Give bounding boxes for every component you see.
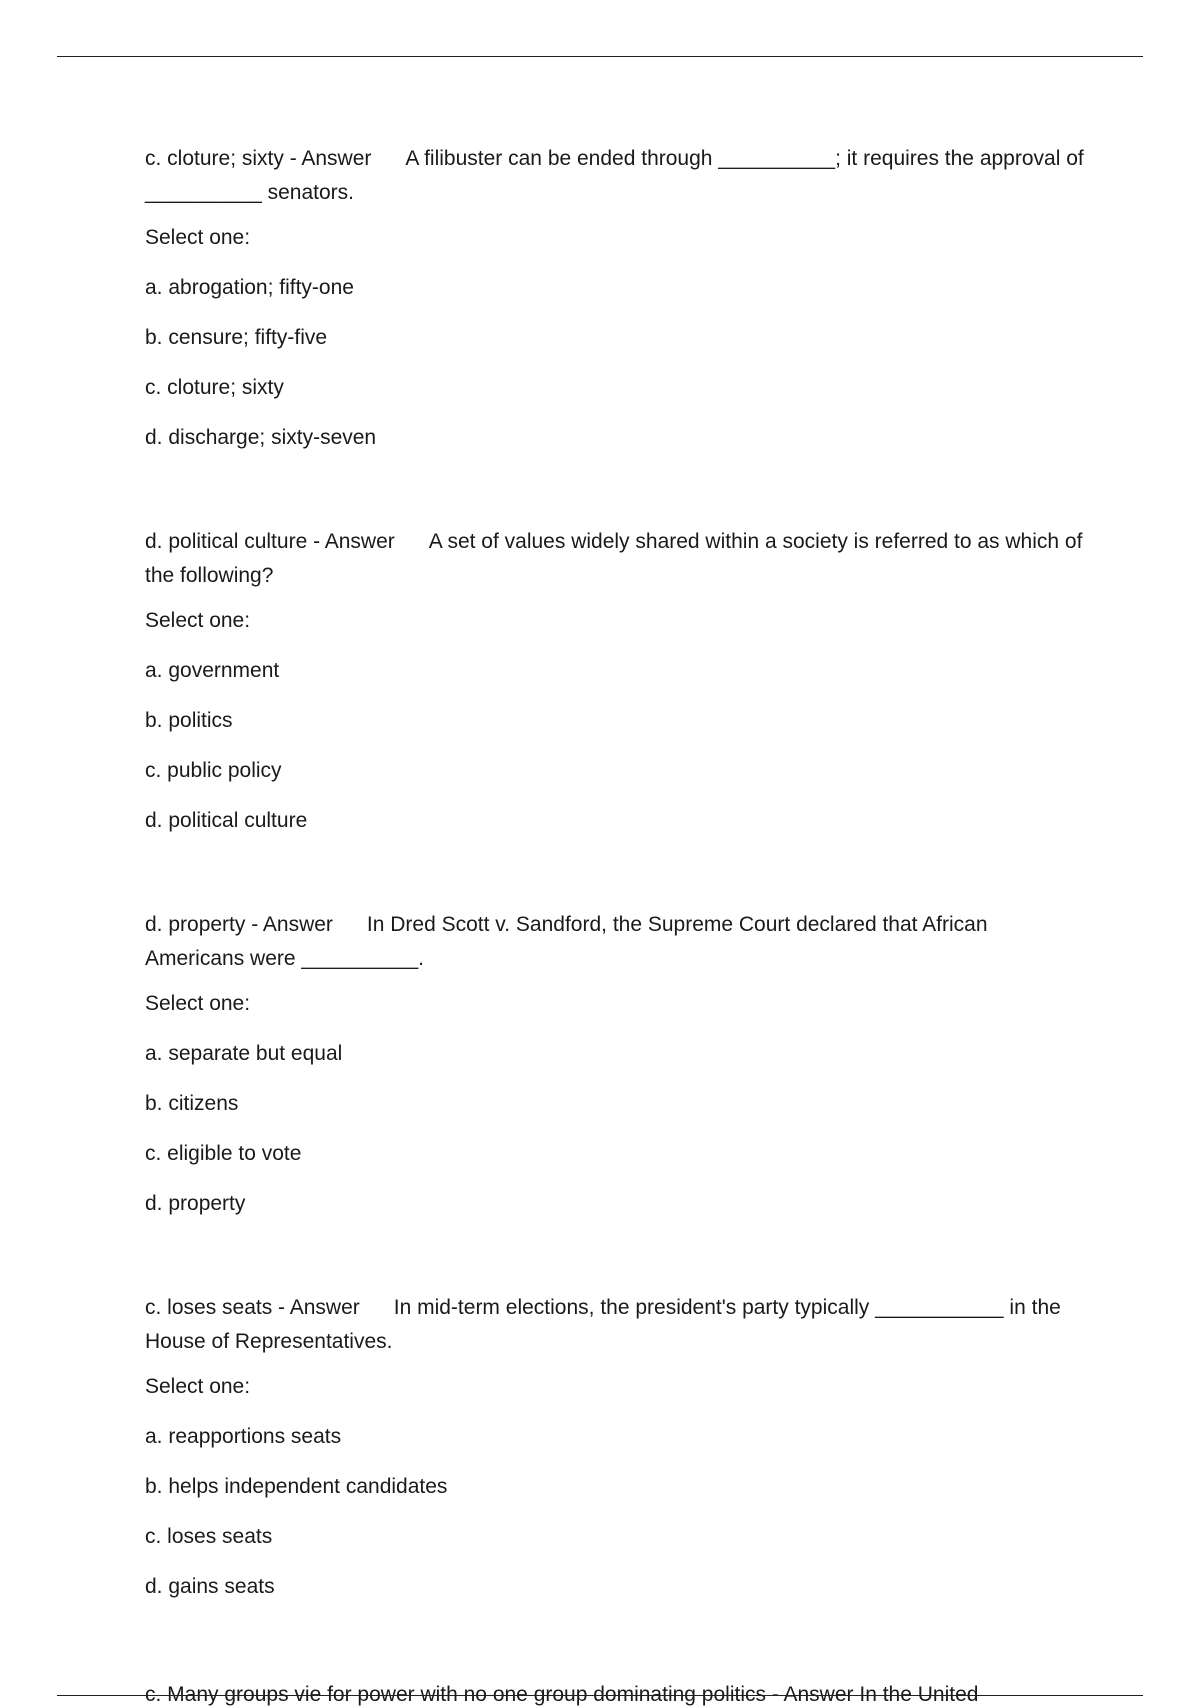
qa-block — [145, 908, 1085, 1217]
select-prompt: Select one: — [145, 1375, 251, 1398]
answer-label: c. loses seats - Answer — [145, 1296, 360, 1319]
question-text: In Dred Scott v. Sandford, the Supreme Court declared that African Americans were __________. — [145, 913, 988, 970]
option-d: d. property — [145, 1192, 246, 1215]
option-c: c. eligible to vote — [145, 1142, 302, 1165]
question-line — [145, 1291, 1085, 1359]
option-b: b. helps independent candidates — [145, 1475, 448, 1498]
qa-block — [145, 525, 1085, 834]
qa-block — [145, 142, 1085, 451]
qa-block — [145, 1291, 1085, 1600]
option-d: d. discharge; sixty-seven — [145, 426, 377, 449]
question-line — [145, 908, 1085, 976]
document-content — [145, 142, 1085, 1600]
option-a: a. separate but equal — [145, 1042, 343, 1065]
next-question-cutoff: c. Many groups vie for power with no one group dominating politics - Answer In the United — [145, 1683, 979, 1706]
question-text: A set of values widely shared within a society is referred to as which of the following? — [145, 530, 1083, 587]
option-a: a. reapportions seats — [145, 1425, 342, 1448]
answer-label: d. political culture - Answer — [145, 530, 395, 553]
answer-label: d. property - Answer — [145, 913, 333, 936]
select-prompt: Select one: — [145, 992, 251, 1015]
option-b: b. citizens — [145, 1092, 239, 1115]
select-prompt: Select one: — [145, 609, 251, 632]
option-c: c. loses seats — [145, 1525, 273, 1548]
question-line — [145, 525, 1085, 593]
question-text: In mid-term elections, the president's party typically ___________ in the House of Representatives. — [145, 1296, 1061, 1353]
bottom-rule — [57, 1695, 1143, 1696]
option-a: a. abrogation; fifty-one — [145, 276, 354, 299]
option-b: b. censure; fifty-five — [145, 326, 328, 349]
select-prompt: Select one: — [145, 226, 251, 249]
option-b: b. politics — [145, 709, 233, 732]
answer-label: c. cloture; sixty - Answer — [145, 147, 372, 170]
option-d: d. gains seats — [145, 1575, 275, 1598]
option-a: a. government — [145, 659, 280, 682]
option-d: d. political culture — [145, 809, 308, 832]
option-c: c. cloture; sixty — [145, 376, 284, 399]
question-text: A filibuster can be ended through __________; it requires the approval of __________ senators. — [145, 147, 1084, 204]
question-line — [145, 142, 1085, 210]
option-c: c. public policy — [145, 759, 282, 782]
top-rule — [57, 56, 1143, 57]
